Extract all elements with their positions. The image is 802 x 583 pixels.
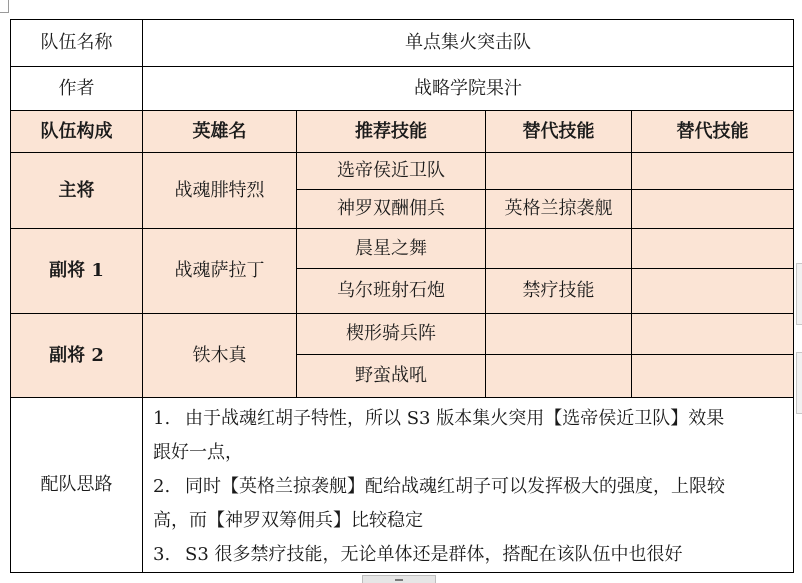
notes-line-text: 由于战魂红胡子特性，所以 S3 版本集火突用【选帝侯近卫队】效果 [185,408,725,429]
notes-line-number: 2. [153,476,171,497]
author-value: 战略学院果汁 [143,67,794,111]
role-cell: 副将 1 [11,229,143,314]
notes-line-number: 3. [153,544,171,565]
table-row [11,314,794,355]
notes-line [153,402,785,436]
notes-line-number: 1. [153,408,171,429]
notes-line [153,504,785,538]
header-row [11,111,794,153]
team-name-value: 单点集火突击队 [143,20,794,67]
hero-cell: 战魂萨拉丁 [143,229,297,314]
table-row [11,153,794,190]
alt-skill-cell [632,314,794,355]
team-name-label: 队伍名称 [11,20,143,67]
header-recommended-skill: 推荐技能 [297,111,486,153]
team-name-row [11,20,794,67]
notes-row [11,398,794,573]
role-cell: 主将 [11,153,143,229]
header-alt-skill-2: 替代技能 [632,111,794,153]
alt-skill-cell [486,355,632,398]
notes-line [153,470,785,504]
header-hero: 英雄名 [143,111,297,153]
hero-cell: 铁木真 [143,314,297,398]
table-row [11,229,794,269]
recommended-skill-cell: 野蛮战吼 [297,355,486,398]
recommended-skill-cell: 乌尔班射石炮 [297,269,486,314]
author-label: 作者 [11,67,143,111]
alt-skill-cell [632,190,794,229]
notes-line-text: 高，而【神罗双筹佣兵】比较稳定 [153,510,423,531]
alt-skill-cell: 禁疗技能 [486,269,632,314]
recommended-skill-cell: 神罗双酬佣兵 [297,190,486,229]
notes-line [153,538,785,572]
page-corner-mark [0,0,9,13]
alt-skill-cell [632,355,794,398]
notes-line [153,436,785,470]
notes-label: 配队思路 [11,398,143,573]
header-composition: 队伍构成 [11,111,143,153]
alt-skill-cell: 英格兰掠袭舰 [486,190,632,229]
horizontal-scrollbar-thumb[interactable] [362,575,436,583]
notes-line-text: 同时【英格兰掠袭舰】配给战魂红胡子可以发挥极大的强度，上限较 [185,476,725,497]
alt-skill-cell [632,229,794,269]
team-table [10,19,794,573]
alt-skill-cell [486,229,632,269]
scroll-grip-icon [395,579,403,581]
notes-cell [143,398,794,573]
recommended-skill-cell: 选帝侯近卫队 [297,153,486,190]
author-row [11,67,794,111]
notes-line-text: S3 很多禁疗技能，无论单体还是群体，搭配在该队伍中也很好 [185,544,683,565]
notes-line-text: 跟好一点， [153,442,243,463]
role-cell: 副将 2 [11,314,143,398]
alt-skill-cell [486,314,632,355]
alt-skill-cell [486,153,632,190]
hero-cell: 战魂腓特烈 [143,153,297,229]
alt-skill-cell [632,269,794,314]
alt-skill-cell [632,153,794,190]
side-scroll-tab-upper[interactable] [796,263,802,325]
side-scroll-tab-lower[interactable] [796,352,802,414]
header-alt-skill-1: 替代技能 [486,111,632,153]
recommended-skill-cell: 楔形骑兵阵 [297,314,486,355]
recommended-skill-cell: 晨星之舞 [297,229,486,269]
